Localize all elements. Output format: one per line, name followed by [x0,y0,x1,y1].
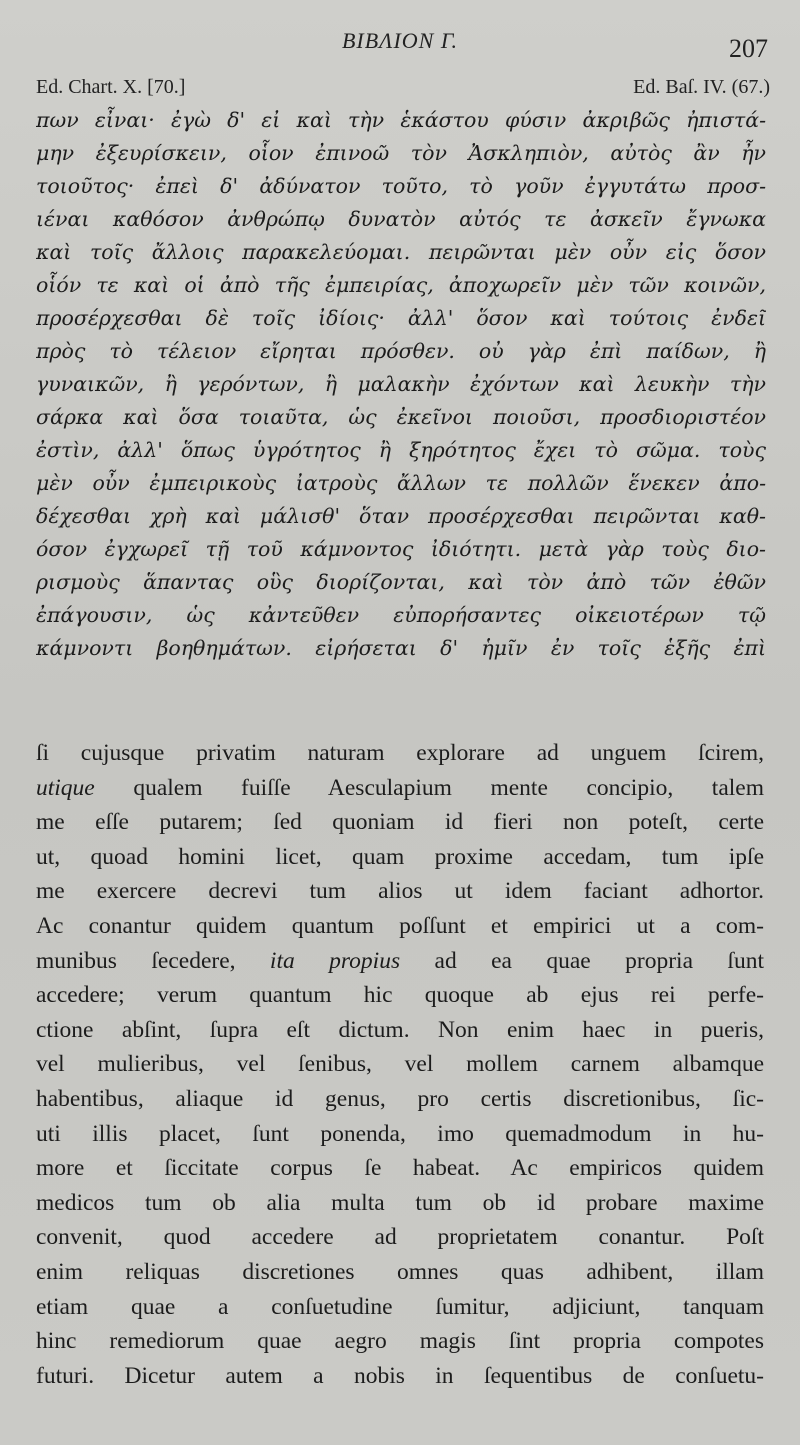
greek-text-line: πρὸς τὸ τέλειον εἴρηται πρόσθεν. οὐ γὰρ ἐπὶ παίδων, ἢ [36,339,766,363]
latin-text-segment: qualem fuiſſe Aesculapium mente concipio, talem [94,774,764,801]
latin-text-segment: munibus ſecedere, [36,947,270,974]
greek-text-block [36,104,766,665]
latin-text-segment: accedere; verum quantum hic quoque ab ejus rei perfe- [36,982,764,1009]
latin-text-segment: ſi cujusque privatim naturam explorare ad unguem ſcirem, [36,740,764,766]
latin-text-segment: enim reliquas discretiones omnes quas adhibent, illam [36,1258,764,1285]
latin-text-line [36,944,764,979]
latin-text-line [36,736,764,771]
greek-text-line: μην ἐξευρίσκειν, οἷον ἐπινοῶ τὸν Ἀσκληπιὸν, αὐτὸς ἂν ἦν [36,141,766,165]
page-number: 207 [729,34,768,63]
greek-text-line: οἷόν τε καὶ οἱ ἀπὸ τῆς ἐμπειρίας, ἀποχωρεῖν μὲν τῶν κοινῶν, [36,273,766,297]
latin-text-line [36,978,764,1013]
latin-text-segment: me exercere decrevi tum alios ut idem faciant adhortor. [36,878,764,905]
latin-text-line [36,840,764,875]
latin-text-segment: ad ea quae propria ſunt [400,947,764,974]
latin-text-segment: hinc remediorum quae aegro magis ſint propria compotes [36,1328,764,1355]
greek-text-line: γυναικῶν, ἢ γερόντων, ἢ μαλακὴν ἐχόντων καὶ λευκὴν τὴν [36,372,766,396]
latin-text-line [36,805,764,840]
latin-text-segment: vel mulieribus, vel ſenibus, vel mollem carnem albamque [36,1051,764,1078]
greek-text-line: σάρκα καὶ ὅσα τοιαῦτα, ὡς ἐκεῖνοι ποιοῦσι, προσδιοριστέον [36,405,766,429]
greek-text-line: μὲν οὖν ἐμπειρικοὺς ἰατροὺς ἄλλων τε πολλῶν ἕνεκεν ἀπο- [36,471,766,495]
greek-text-line: ἐστὶν, ἀλλ' ὅπως ὑγρότητος ἢ ξηρότητος ἔχει τὸ σῶμα. τοὺς [36,438,766,462]
edition-reference-left: Ed. Chart. X. [70.] [36,76,186,98]
latin-text-line [36,1359,764,1394]
latin-text-line [36,1255,764,1290]
greek-text-line: καὶ τοῖς ἄλλοις παρακελεύομαι. πειρῶνται μὲν οὖν εἰς ὅσον [36,240,766,264]
latin-text-line [36,874,764,909]
latin-text-segment: Ac conantur quidem quantum poſſunt et empirici ut a com- [36,912,764,939]
greek-text-line: προσέρχεσθαι δὲ τοῖς ἰδίοις· ἀλλ' ὅσον καὶ τούτοις ἐνδεῖ [36,306,766,330]
edition-reference-right: Ed. Baſ. IV. (67.) [633,76,770,98]
latin-text-segment: habentibus, aliaque id genus, pro certis discretionibus, ſic- [36,1085,764,1112]
latin-text-line [36,1186,764,1221]
greek-text-line: ιέναι καθόσον ἀνθρώπῳ δυνατὸν αὐτός τε ἀσκεῖν ἔγνωκα [36,207,766,231]
latin-text-line [36,1151,764,1186]
latin-text-line [36,1220,764,1255]
latin-text-segment: more et ſiccitate corpus ſe habeat. Ac empiricos quidem [36,1155,764,1182]
greek-text-line: ἐπάγουσιν, ὡς κἀντεῦθεν εὐπορήσαντες οἰκειοτέρων τῷ [36,603,766,627]
greek-text-line: πων εἶναι· ἐγὼ δ' εἰ καὶ τὴν ἑκάστου φύσιν ἀκριβῶς ἠπιστά- [36,108,766,132]
latin-text-segment: futuri. Dicetur autem a nobis in ſequentibus de conſuetu- [36,1362,764,1389]
latin-text-line [36,1047,764,1082]
latin-text-line [36,909,764,944]
latin-text-line [36,1324,764,1359]
greek-text-line: δέχεσθαι χρὴ καὶ μάλισθ' ὅταν προσέρχεσθαι πειρῶνται καθ- [36,504,766,528]
greek-text-line: κάμνοντι βοηθημάτων. εἰρήσεται δ' ἡμῖν ἐν τοῖς ἑξῆς ἐπὶ [36,636,766,660]
latin-text-segment: ctione abſint, ſupra eſt dictum. Non enim haec in pueris, [36,1016,764,1043]
italic-phrase: ita propius [269,947,401,974]
latin-text-segment: etiam quae a conſuetudine ſumitur, adjiciunt, tanquam [36,1293,764,1320]
latin-text-line [36,1082,764,1117]
greek-text-line: τοιοῦτος· ἐπεὶ δ' ἀδύνατον τοῦτο, τὸ γοῦν ἐγγυτάτω προσ- [36,174,766,198]
latin-text-line [36,1290,764,1325]
greek-text-line: ρισμοὺς ἅπαντας οὓς διορίζονται, καὶ τὸν ἀπὸ τῶν ἐθῶν [36,570,766,594]
latin-text-line [36,1117,764,1152]
running-title: BIBΛΙΟΝ Γ. [341,28,459,53]
italic-phrase: utique [36,774,95,801]
latin-text-segment: convenit, quod accedere ad proprietatem conantur. Poſt [36,1224,764,1251]
latin-text-segment: medicos tum ob alia multa tum ob id probare maxime [36,1189,764,1216]
greek-text-line: όσον ἐγχωρεῖ τῇ τοῦ κάμνοντος ἰδιότητι. μετὰ γὰρ τοὺς διο- [36,537,766,561]
latin-text-block [36,736,764,1393]
latin-text-line [36,771,764,806]
latin-text-line [36,1013,764,1048]
latin-text-segment: me eſſe putarem; ſed quoniam id fieri non poteſt, certe [36,809,764,836]
latin-text-segment: ut, quoad homini licet, quam proxime accedam, tum ipſe [36,843,764,870]
latin-text-segment: uti illis placet, ſunt ponenda, imo quemadmodum in hu- [36,1120,764,1147]
